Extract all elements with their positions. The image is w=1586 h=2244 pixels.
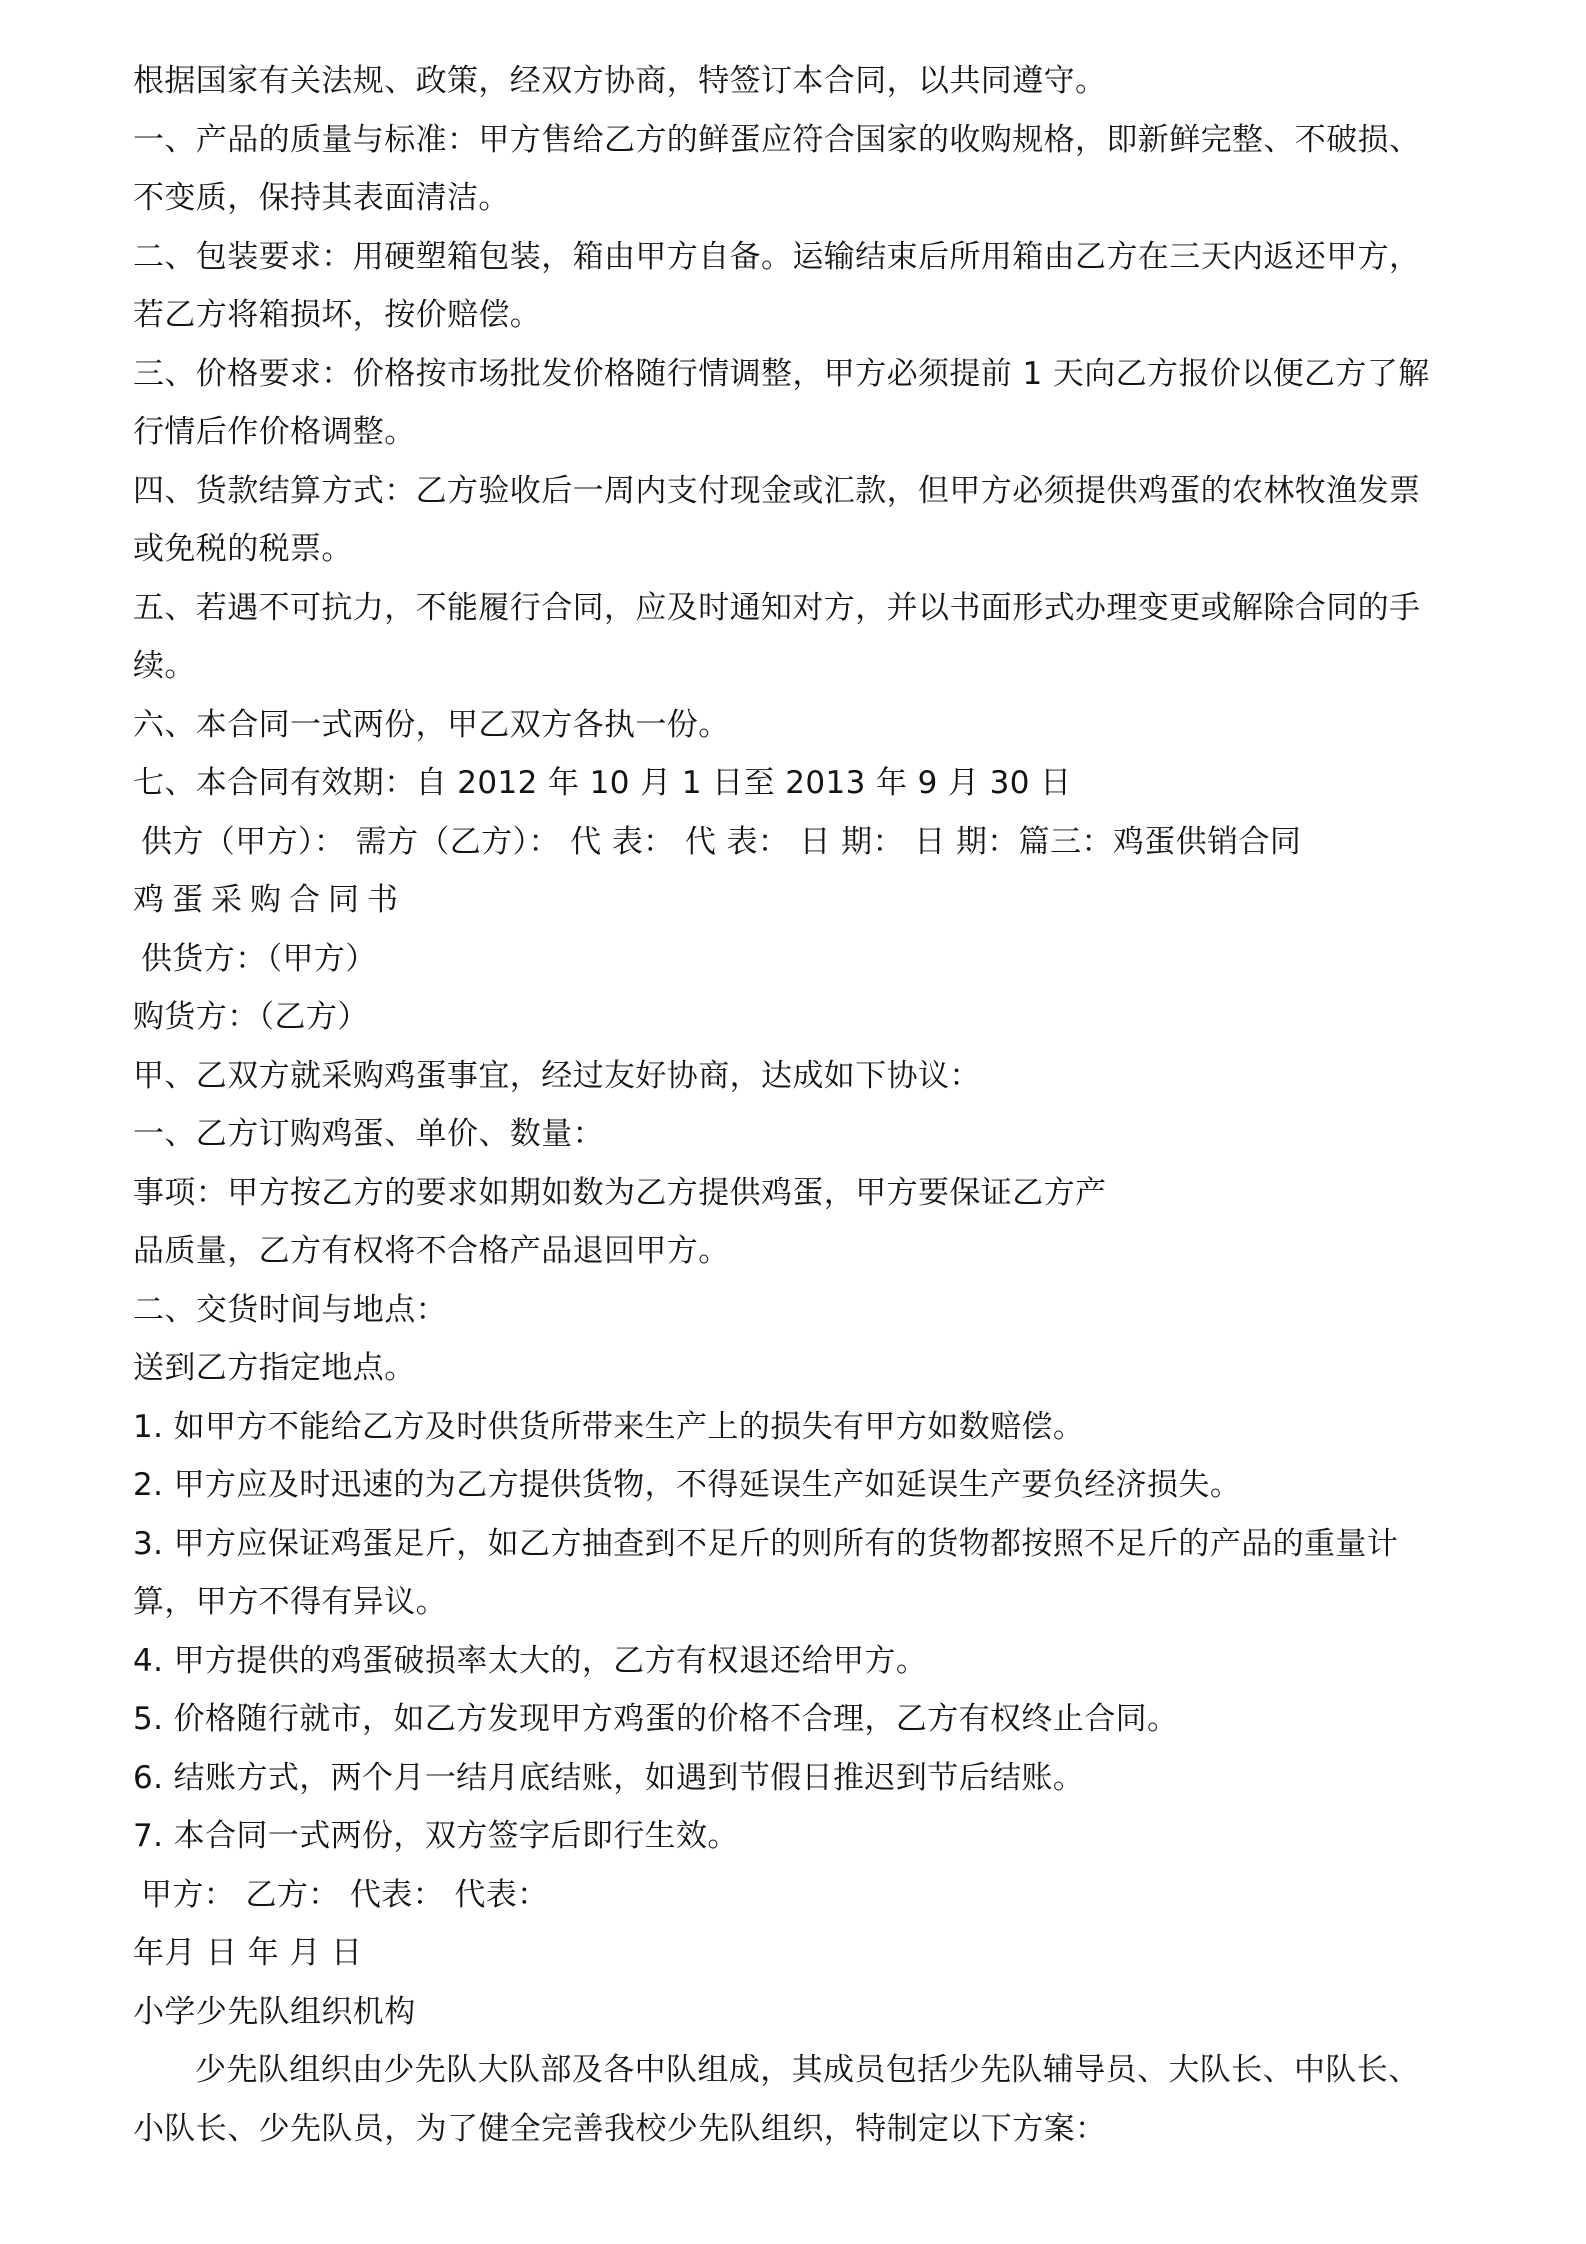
text-line: 五、若遇不可抗力，不能履行合同，应及时通知对方，并以书面形式办理变更或解除合同的手 [133,589,1421,626]
text-line: 或免税的税票。 [133,531,353,567]
text-line: 三、价格要求：价格按市场批发价格随行情调整，甲方必须提前 1 天向乙方报价以便乙方了解 [133,355,1430,392]
text-line: 送到乙方指定地点。 [133,1350,416,1386]
text-line: 二、交货时间与地点： [133,1291,447,1328]
text-line: 供货方：（甲方） [141,940,377,977]
text-line: 一、产品的质量与标准：甲方售给乙方的鲜蛋应符合国家的收购规格，即新鲜完整、不破损、 [133,121,1421,158]
text-line: 四、货款结算方式：乙方验收后一周内支付现金或汇款，但甲方必须提供鸡蛋的农林牧渔发票 [133,472,1421,509]
text-line: 算，甲方不得有异议。 [133,1584,447,1620]
text-line: 事项：甲方按乙方的要求如期如数为乙方提供鸡蛋，甲方要保证乙方产 [133,1174,1107,1211]
list-item: 4. 甲方提供的鸡蛋破损率太大的，乙方有权退还给甲方。 [133,1642,928,1679]
text-line: 少先队组织由少先队大队部及各中队组成，其成员包括少先队辅导员、大队长、中队长、 [195,2052,1420,2088]
document-body [133,52,1473,2158]
signature-line: 甲方： 乙方： 代表： 代表： [141,1876,549,1913]
text-line: 不变质，保持其表面清洁。 [133,180,510,216]
text-line: 品质量，乙方有权将不合格产品退回甲方。 [133,1233,730,1269]
list-item: 5. 价格随行就市，如乙方发现甲方鸡蛋的价格不合理，乙方有权终止合同。 [133,1701,1179,1737]
list-item: 1. 如甲方不能给乙方及时供货所带来生产上的损失有甲方如数赔偿。 [133,1408,1085,1445]
text-line: 行情后作价格调整。 [133,414,416,450]
date-line: 年月 日 年 月 日 [133,1935,363,1971]
signature-line: 供方（甲方）： 需方（乙方）： 代 表： 代 表： 日 期： 日 期：篇三：鸡蛋供销合同 [141,823,1302,860]
text-line: 甲、乙双方就采购鸡蛋事宜，经过友好协商，达成如下协议： [133,1057,981,1094]
text-line: 若乙方将箱损坏，按价赔偿。 [133,297,542,333]
text-line: 一、乙方订购鸡蛋、单价、数量： [133,1116,604,1152]
list-item: 2. 甲方应及时迅速的为乙方提供货物，不得延误生产如延误生产要负经济损失。 [133,1467,1242,1503]
list-item: 3. 甲方应保证鸡蛋足斤，如乙方抽查到不足斤的则所有的货物都按照不足斤的产品的重量计 [133,1525,1399,1562]
text-line: 小队长、少先队员，为了健全完善我校少先队组织，特制定以下方案： [133,2110,1107,2147]
text-line: 六、本合同一式两份，甲乙双方各执一份。 [133,706,730,743]
text-line: 根据国家有关法规、政策，经双方协商，特签订本合同，以共同遵守。 [133,63,1107,99]
text-line: 七、本合同有效期：自 2012 年 10 月 1 日至 2013 年 9 月 30 日 [133,765,1072,801]
list-item: 6. 结账方式，两个月一结月底结账，如遇到节假日推迟到节后结账。 [133,1759,1085,1796]
text-line: 二、包装要求：用硬塑箱包装，箱由甲方自备。运输结束后所用箱由乙方在三天内返还甲方， [133,238,1421,275]
text-line: 购货方：（乙方） [133,999,369,1035]
list-item: 7. 本合同一式两份，双方签字后即行生效。 [133,1818,739,1854]
section-title: 鸡蛋采购合同书 [133,882,406,918]
text-line: 续。 [133,648,196,684]
section-title: 小学少先队组织机构 [133,1993,416,2030]
